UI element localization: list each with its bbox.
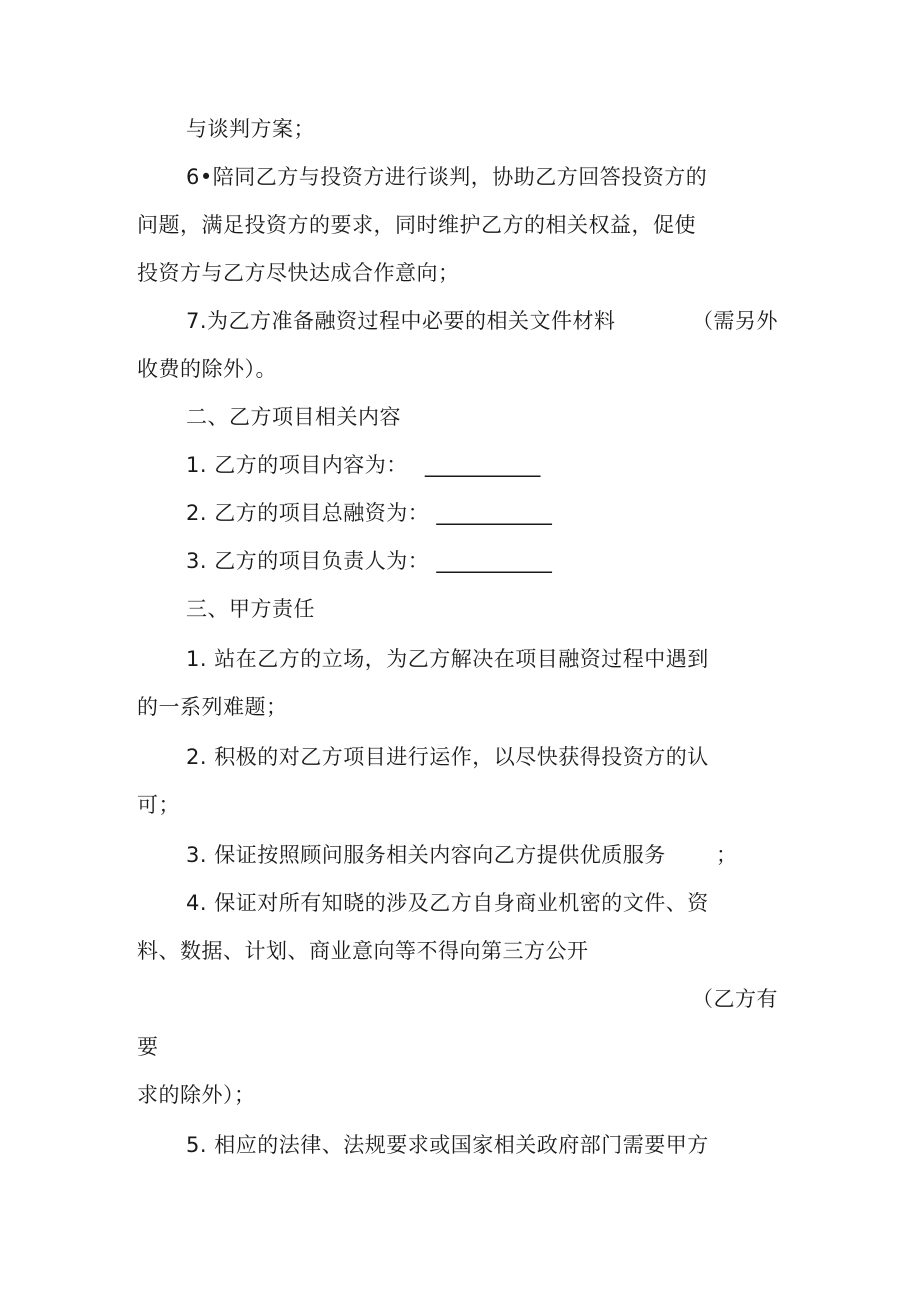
item-7-line-2: 收费的除外）。 bbox=[137, 357, 277, 381]
project-financing-blank: ___________ bbox=[436, 501, 552, 525]
project-leader-label: 3. 乙方的项目负责人为： bbox=[186, 549, 430, 573]
project-leader-blank: ___________ bbox=[436, 549, 552, 573]
duty-2-line-2: 可； bbox=[137, 793, 180, 817]
item-7-line-1: 7.为乙方准备融资过程中必要的相关文件材料 bbox=[186, 309, 616, 333]
text-line: 与谈判方案； bbox=[186, 117, 315, 141]
project-financing-label: 2. 乙方的项目总融资为： bbox=[186, 501, 430, 525]
project-leader-field bbox=[186, 547, 552, 575]
duty-1-line-1: 1. 站在乙方的立场，为乙方解决在项目融资过程中遇到 bbox=[186, 647, 709, 671]
project-financing-field bbox=[186, 499, 552, 527]
duty-4-line-3: （乙方有 bbox=[692, 987, 778, 1011]
duty-1-line-2: 的一系列难题； bbox=[137, 695, 288, 719]
duty-4-line-5: 求的除外）； bbox=[137, 1083, 256, 1107]
duty-3-line: 3. 保证按照顾问服务相关内容向乙方提供优质服务 bbox=[186, 843, 666, 867]
duty-5-line-1: 5. 相应的法律、法规要求或国家相关政府部门需要甲方 bbox=[186, 1133, 709, 1157]
duty-4-line-4: 要 bbox=[137, 1035, 159, 1059]
item-7-paren: （需另外 bbox=[692, 309, 778, 333]
section-2-heading: 二、乙方项目相关内容 bbox=[186, 405, 401, 429]
item-6-line-3: 投资方与乙方尽快达成合作意向； bbox=[137, 261, 460, 285]
project-content-field bbox=[186, 451, 540, 479]
duty-3-semicolon: ； bbox=[716, 843, 738, 867]
section-3-heading: 三、甲方责任 bbox=[186, 597, 315, 621]
item-6-line-2: 问题，满足投资方的要求，同时维护乙方的相关权益，促使 bbox=[137, 213, 696, 237]
duty-2-line-1: 2. 积极的对乙方项目进行运作，以尽快获得投资方的认 bbox=[186, 745, 709, 769]
duty-4-line-1: 4. 保证对所有知晓的涉及乙方自身商业机密的文件、资 bbox=[186, 891, 709, 915]
project-content-label: 1. 乙方的项目内容为： bbox=[186, 453, 408, 477]
item-6-line-1: 6•陪同乙方与投资方进行谈判，协助乙方回答投资方的 bbox=[186, 165, 708, 189]
duty-4-line-2: 料、数据、计划、商业意向等不得向第三方公开 bbox=[137, 939, 589, 963]
project-content-blank: ___________ bbox=[424, 453, 541, 477]
